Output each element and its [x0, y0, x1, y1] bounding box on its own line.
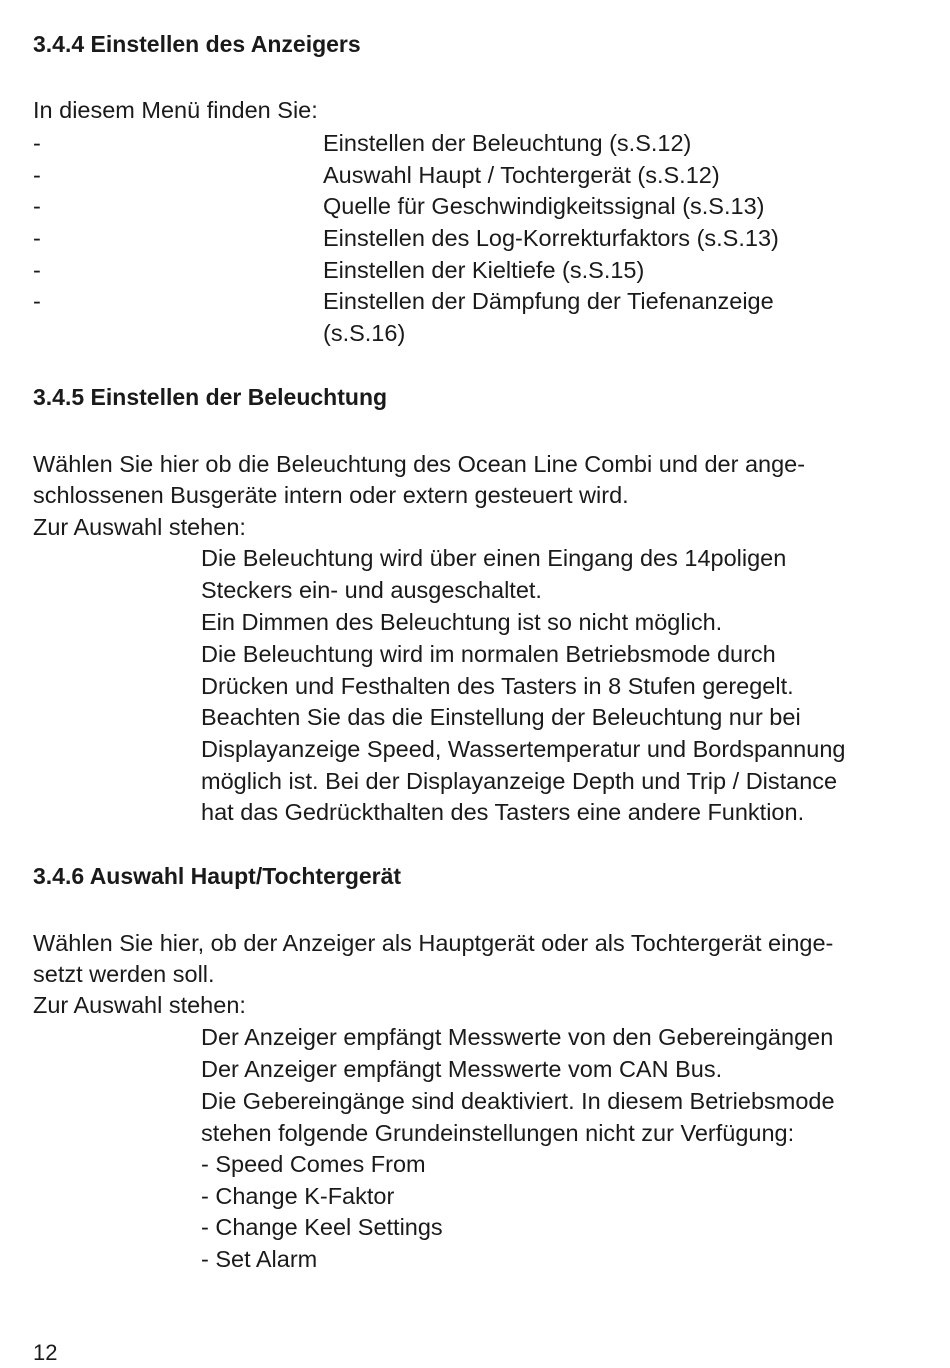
list-bullet: - — [33, 225, 41, 251]
choices-label: Zur Auswahl stehen: — [33, 992, 246, 1018]
section-heading-3-4-4: 3.4.4 Einstellen des Anzeigers — [33, 31, 361, 57]
menu-intro-text: In diesem Menü finden Sie: — [33, 97, 318, 123]
list-bullet: - — [33, 162, 41, 188]
disabled-setting-item: - Set Alarm — [201, 1246, 318, 1272]
option-line: Ein Dimmen des Beleuchtung ist so nicht möglich. — [201, 609, 723, 635]
section-heading-3-4-5: 3.4.5 Einstellen der Beleuchtung — [33, 384, 388, 410]
choices-label: Zur Auswahl stehen: — [33, 514, 246, 540]
option-line: Steckers ein- und ausgeschaltet. — [201, 577, 542, 603]
menu-item-speed-source: Quelle für Geschwindigkeitssignal (s.S.13) — [323, 193, 765, 219]
option-line: möglich ist. Bei der Displayanzeige Depth und Trip / Distance — [201, 768, 838, 794]
disabled-setting-item: - Change K-Faktor — [201, 1183, 395, 1209]
paragraph-line: Wählen Sie hier ob die Beleuchtung des Ocean Line Combi und der ange- — [33, 451, 806, 477]
option-line: Drücken und Festhalten des Tasters in 8 Stufen geregelt. — [201, 673, 794, 699]
option-line: Die Beleuchtung wird im normalen Betriebsmode durch — [201, 641, 776, 667]
list-bullet: - — [33, 288, 41, 314]
page-number: 12 — [33, 1340, 58, 1365]
option-line: Displayanzeige Speed, Wassertemperatur und Bordspannung — [201, 736, 846, 762]
list-bullet: - — [33, 193, 41, 219]
disabled-setting-item: - Change Keel Settings — [201, 1214, 443, 1240]
disabled-setting-item: - Speed Comes From — [201, 1151, 426, 1177]
option-line: hat das Gedrückthalten des Tasters eine andere Funktion. — [201, 799, 805, 825]
menu-item-log-korrektur: Einstellen des Log-Korrekturfaktors (s.S.13) — [323, 225, 779, 251]
option-line: Der Anzeiger empfängt Messwerte von den Gebereingängen — [201, 1024, 834, 1050]
option-line: Beachten Sie das die Einstellung der Beleuchtung nur bei — [201, 704, 801, 730]
paragraph-line: Wählen Sie hier, ob der Anzeiger als Hauptgerät oder als Tochtergerät einge- — [33, 930, 834, 956]
section-heading-3-4-6: 3.4.6 Auswahl Haupt/Tochtergerät — [33, 863, 402, 889]
option-line: Die Gebereingänge sind deaktiviert. In diesem Betriebsmode — [201, 1088, 835, 1114]
option-line: stehen folgende Grundeinstellungen nicht zur Verfügung: — [201, 1120, 795, 1146]
menu-item-beleuchtung: Einstellen der Beleuchtung (s.S.12) — [323, 130, 692, 156]
menu-item-kieltiefe: Einstellen der Kieltiefe (s.S.15) — [323, 257, 645, 283]
list-bullet: - — [33, 257, 41, 283]
option-line: Die Beleuchtung wird über einen Eingang des 14poligen — [201, 545, 787, 571]
list-bullet: - — [33, 130, 41, 156]
menu-item-haupt-tochter: Auswahl Haupt / Tochtergerät (s.S.12) — [323, 162, 720, 188]
option-line: Der Anzeiger empfängt Messwerte vom CAN Bus. — [201, 1056, 723, 1082]
menu-item-daempfung: Einstellen der Dämpfung der Tiefenanzeige — [323, 288, 774, 314]
paragraph-line: setzt werden soll. — [33, 961, 215, 987]
paragraph-line: schlossenen Busgeräte intern oder extern gesteuert wird. — [33, 482, 629, 508]
menu-item-daempfung-page: (s.S.16) — [323, 320, 406, 346]
